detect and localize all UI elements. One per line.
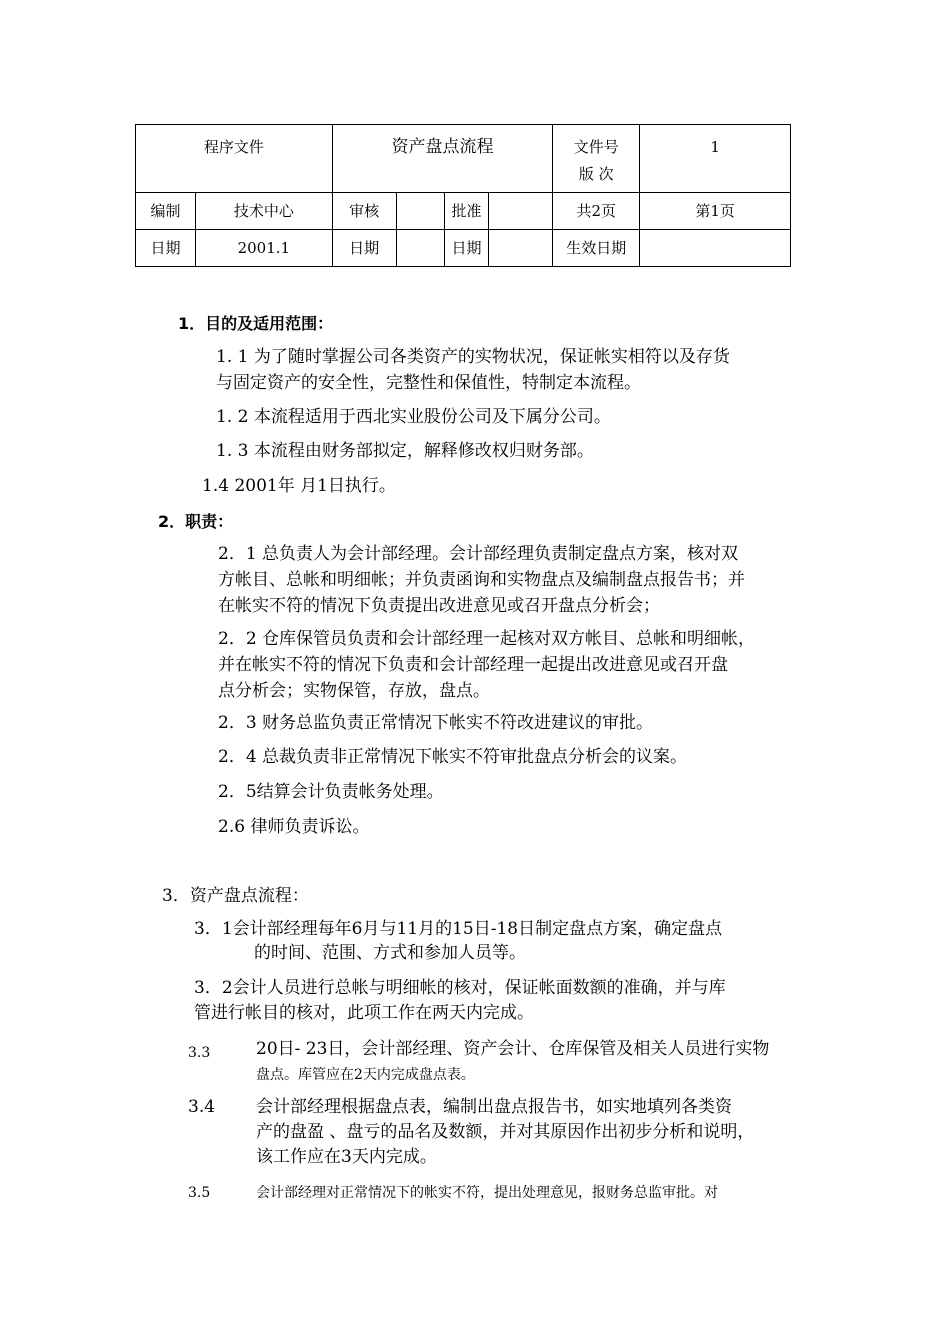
date-value-cell-3 [489,230,553,267]
effective-date-label-cell: 生效日期 [553,230,640,267]
para-2-2-line-3: 点分析会；实物保管，存放，盘点。 [218,681,490,701]
para-2-1-line-1: 2．1 总负责人为会计部经理。会计部经理负责制定盘点方案，核对双 [218,544,739,564]
compiled-value-cell: 技术中心 [195,193,332,230]
review-value-cell [396,193,444,230]
date-value-cell-1: 2001.1 [195,230,332,267]
para-1-4: 1.4 2001年 月1日执行。 [202,476,396,496]
file-no-value-cell: 1 [640,125,791,193]
para-3-4-line-3: 该工作应在3天内完成。 [256,1147,437,1167]
para-2-2-line-1: 2．2 仓库保管员负责和会计部经理一起核对双方帐目、总帐和明细帐， [218,629,756,649]
date-value-cell-2 [396,230,444,267]
para-3-1-line-1: 3．1会计部经理每年6月与11月的15日-18日制定盘点方案，确定盘点 [194,919,723,939]
effective-date-value-cell [640,230,791,267]
date-label-cell-3: 日期 [444,230,489,267]
file-no-version-label-cell [553,125,640,193]
para-3-2-line-2: 管进行帐目的核对，此项工作在两天内完成。 [194,1003,534,1023]
review-label-cell: 审核 [332,193,396,230]
para-2-2-line-2: 并在帐实不符的情况下负责和会计部经理一起提出改进意见或召开盘 [218,655,728,675]
doc-title-cell: 资产盘点流程 [332,125,553,193]
para-2-6: 2.6 律师负责诉讼。 [218,817,370,837]
para-3-4-line-2: 产的盘盈 、盘亏的品名及数额，并对其原因作出初步分析和说明， [256,1122,755,1142]
para-1-3: 1. 3 本流程由财务部拟定，解释修改权归财务部。 [216,441,594,461]
para-2-4: 2．4 总裁负责非正常情况下帐实不符审批盘点分析会的议案。 [218,747,688,767]
file-no-label: 文件号 [573,138,619,156]
item-number-3-4: 3.4 [188,1097,216,1117]
version-label: 版 次 [578,165,614,183]
approve-value-cell [489,193,553,230]
para-1-1-line-1: 1. 1 为了随时掌握公司各类资产的实物状况，保证帐实相符以及存货 [216,347,730,367]
page-no-cell: 第1页 [640,193,791,230]
compiled-label-cell: 编制 [136,193,196,230]
para-3-1-line-2: 的时间、范围、方式和参加人员等。 [254,943,526,963]
section-2-heading: 2．职责： [158,512,234,531]
para-1-2: 1. 2 本流程适用于西北实业股份公司及下属分公司。 [216,407,611,427]
item-number-3-3: 3.3 [188,1045,211,1061]
date-label-cell-1: 日期 [136,230,196,267]
para-2-3: 2．3 财务总监负责正常情况下帐实不符改进建议的审批。 [218,713,654,733]
para-3-4-line-1: 会计部经理根据盘点表，编制出盘点报告书，如实地填列各类资 [256,1097,732,1117]
para-3-2-line-1: 3．2会计人员进行总帐与明细帐的核对，保证帐面数额的准确，并与库 [194,978,726,998]
date-label-cell-2: 日期 [332,230,396,267]
doc-type-cell: 程序文件 [136,125,333,193]
para-1-1-line-2: 与固定资产的安全性，完整性和保值性，特制定本流程。 [216,373,641,393]
para-2-1-line-2: 方帐目、总帐和明细帐；并负责函询和实物盘点及编制盘点报告书；并 [218,570,745,590]
para-2-1-line-3: 在帐实不符的情况下负责提出改进意见或召开盘点分析会； [218,596,660,616]
section-1-heading: 1．目的及适用范围： [178,314,334,333]
para-2-5: 2．5结算会计负责帐务处理。 [218,782,444,802]
para-3-3-line-1: 20日- 23日，会计部经理、资产会计、仓库保管及相关人员进行实物 [256,1039,770,1059]
para-3-5-line-1: 会计部经理对正常情况下的帐实不符，提出处理意见，报财务总监审批。对 [256,1185,718,1201]
total-pages-cell: 共2页 [553,193,640,230]
section-3-heading: 3．资产盘点流程： [162,886,309,906]
para-3-3-line-2: 盘点。库管应在2天内完成盘点表。 [256,1067,475,1083]
document-header-table [135,124,791,267]
approve-label-cell: 批准 [444,193,489,230]
item-number-3-5: 3.5 [188,1185,211,1201]
